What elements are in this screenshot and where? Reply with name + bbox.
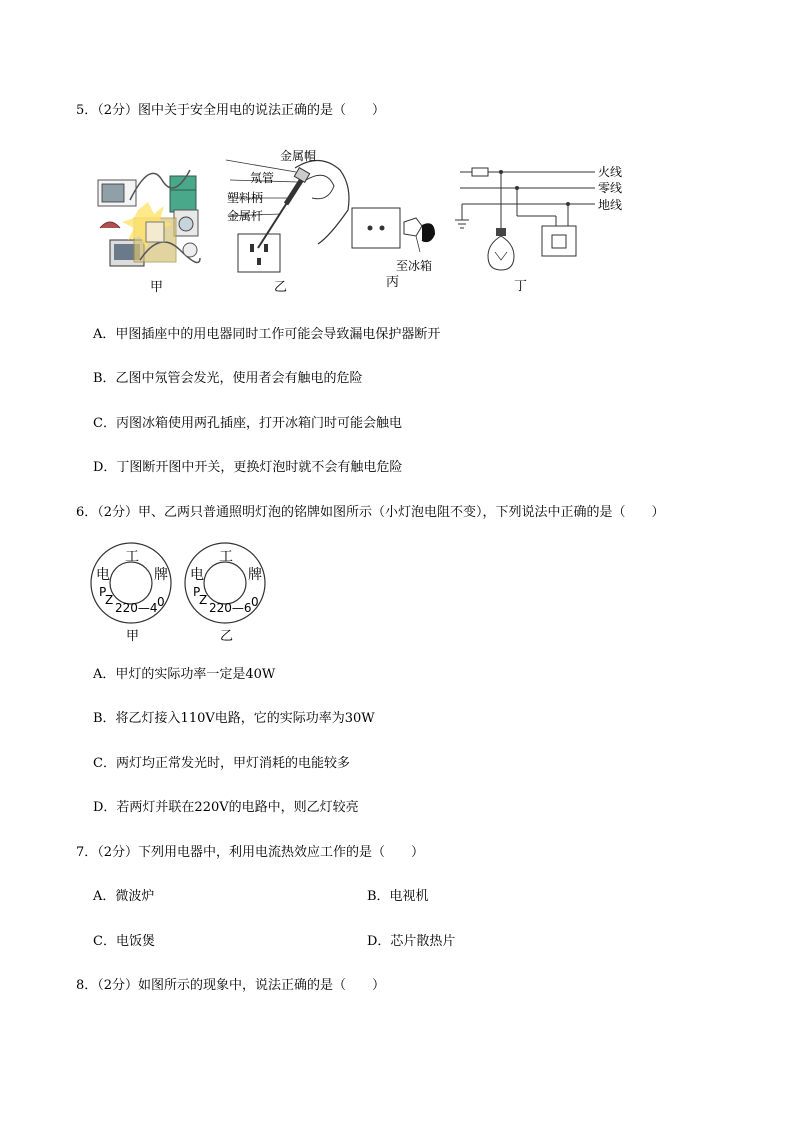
q7-option-a[interactable]: A．微波炉 [93,889,155,904]
label-live-wire: 火线 [598,165,623,179]
label-neon-tube: 氖管 [250,171,275,185]
plate-jia-left: 电 [96,567,110,583]
plate-yi-left: 电 [190,567,204,583]
overloaded-socket-illustration [98,170,200,266]
q5-option-b[interactable]: B．乙图中氖管会发光，使用者会有触电的危险 [93,371,363,386]
plate-yi-caption: 乙 [220,629,234,644]
plate-jia-z: Z [105,593,114,607]
label-ding: 丁 [514,279,528,294]
q7-option-c[interactable]: C．电饭煲 [93,934,155,949]
label-plastic-handle: 塑料柄 [227,191,264,205]
label-yi: 乙 [274,280,288,295]
plate-yi-power-digit: 0 [251,595,259,609]
two-hole-socket-illustration [352,208,434,252]
plate-jia-power-digit: 0 [157,595,165,609]
q6-figure [90,540,290,646]
q6-option-a[interactable]: A．甲灯的实际功率一定是40W [93,667,276,682]
q5-option-a[interactable]: A．甲图插座中的用电器同时工作可能会导致漏电保护器断开 [93,327,441,342]
label-jia: 甲 [150,280,164,295]
label-bing: 丙 [386,275,400,290]
plate-yi-z: Z [199,593,208,607]
plate-jia-top: 工 [125,549,139,565]
q6-option-c[interactable]: C．两灯均正常发光时，甲灯消耗的电能较多 [93,756,350,771]
q7-stem: 7．（2分）下列用电器中，利用电流热效应工作的是（ ） [76,845,425,860]
plate-yi-rating: 220—6 [209,601,252,615]
plate-yi-right: 牌 [248,567,262,583]
q5-option-d[interactable]: D．丁图断开图中开关，更换灯泡时就不会有触电危险 [93,460,403,475]
q7-option-b[interactable]: B．电视机 [367,889,429,904]
plate-jia-p: P [99,585,107,599]
label-ground-wire: 地线 [598,198,623,212]
nameplate-jia [91,543,171,644]
q6-stem: 6．（2分）甲、乙两只普通照明灯泡的铭牌如图所示（小灯泡电阻不变），下列说法中正确的是（ ） [76,505,665,520]
q5-option-c[interactable]: C．丙图冰箱使用两孔插座，打开冰箱门时可能会触电 [93,416,402,431]
plate-jia-rating: 220—4 [115,601,158,615]
q5-figure [90,140,650,300]
q7-option-d[interactable]: D．芯片散热片 [367,934,456,949]
q8-stem: 8．（2分）如图所示的现象中，说法正确的是（ ） [76,978,386,993]
nameplate-yi [185,543,265,644]
label-neutral-wire: 零线 [598,181,623,195]
q6-option-b[interactable]: B．将乙灯接入110V电路，它的实际功率为30W [93,711,375,726]
q5-stem: 5．（2分）图中关于安全用电的说法正确的是（ ） [76,103,386,118]
plate-yi-p: P [193,585,201,599]
plate-jia-caption: 甲 [126,629,140,644]
plate-jia-right: 牌 [154,567,168,583]
household-circuit-diagram [455,168,595,270]
label-to-fridge: 至冰箱 [396,259,433,273]
q6-option-d[interactable]: D．若两灯并联在220V的电路中，则乙灯较亮 [93,800,359,815]
label-metal-rod: 金属杆 [227,209,264,223]
label-metal-cap: 金属帽 [280,149,317,163]
plate-yi-top: 工 [219,549,233,565]
